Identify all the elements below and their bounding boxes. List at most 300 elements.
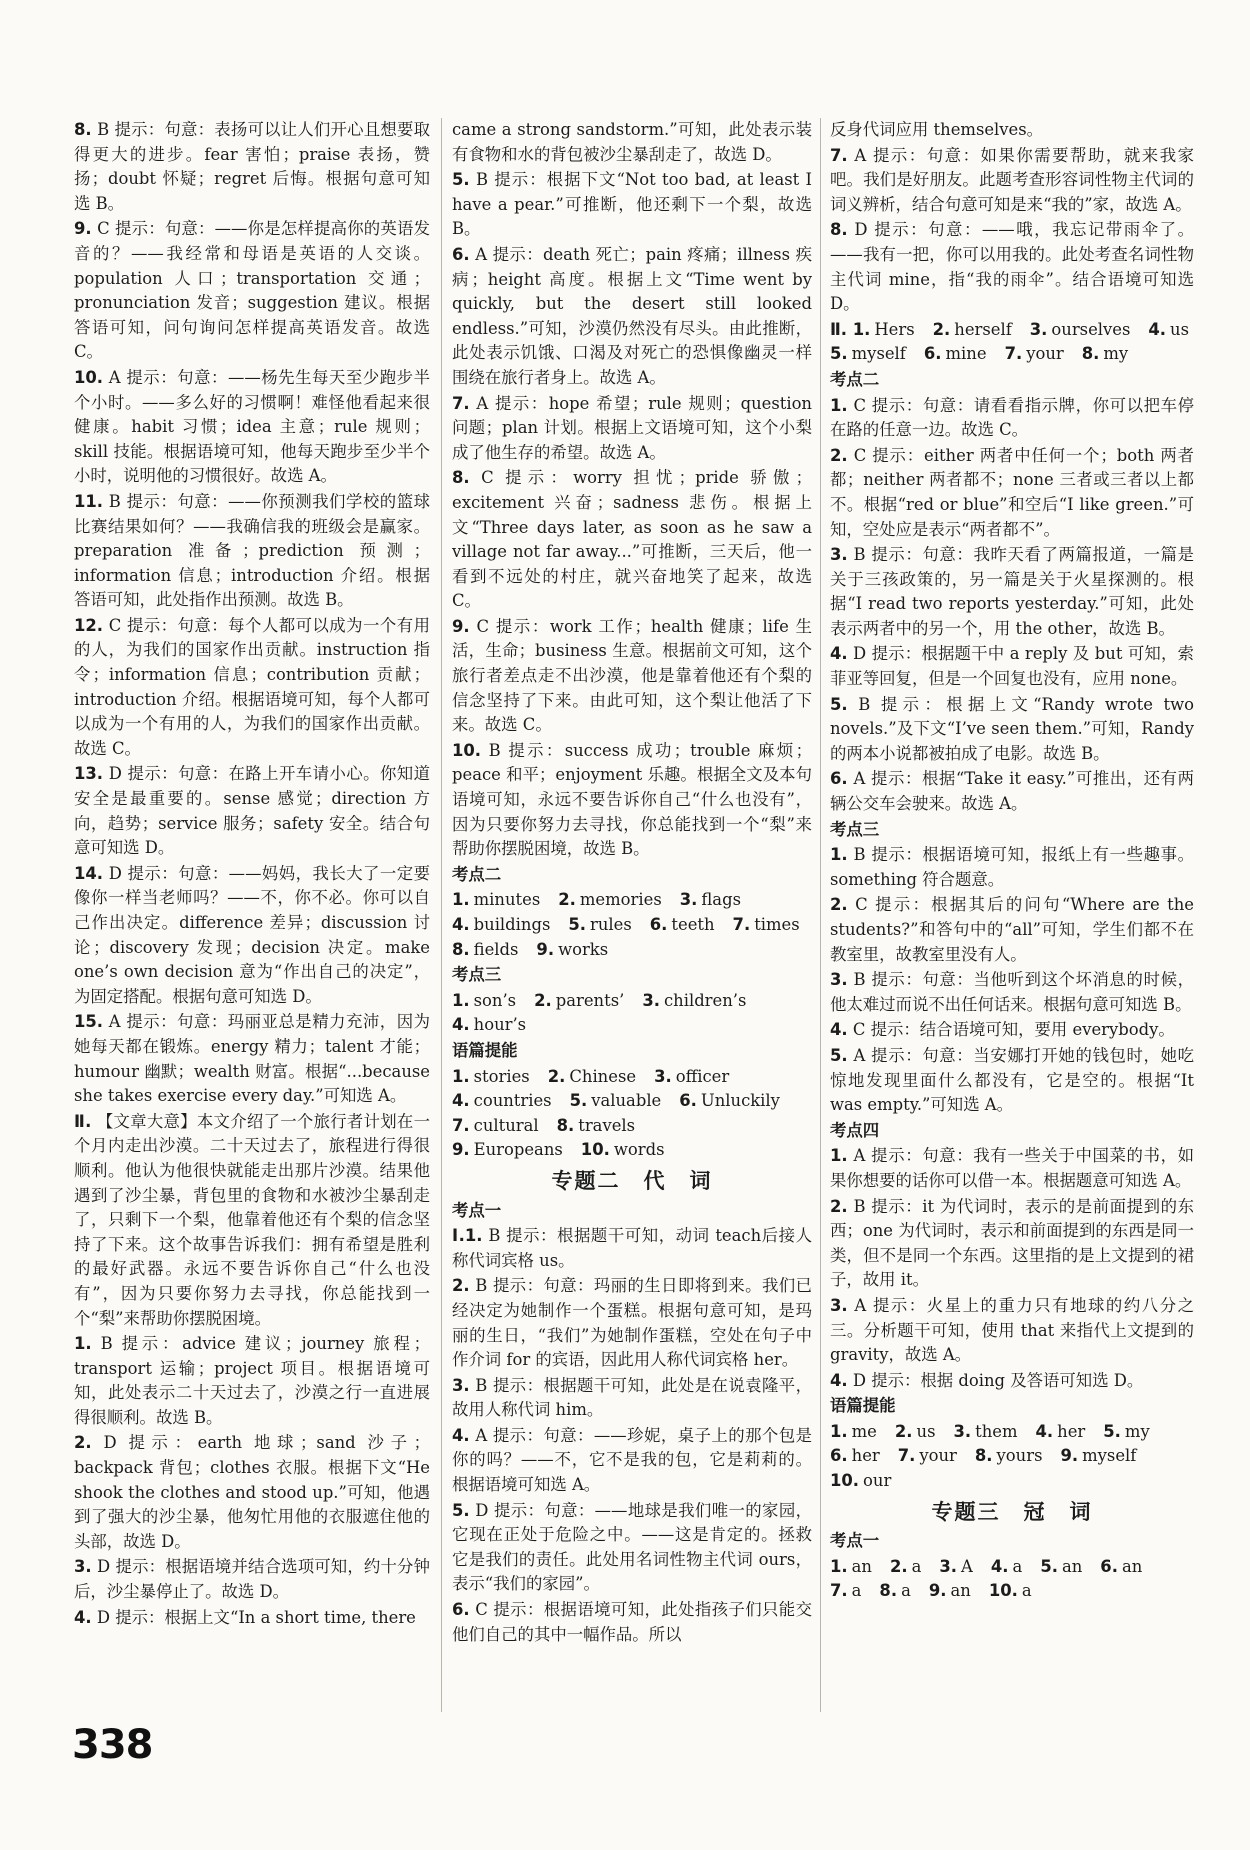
word-number: 10. <box>830 1471 860 1491</box>
item-number: 4. <box>830 644 848 664</box>
word-answer <box>452 888 540 913</box>
answer-item <box>830 144 1194 218</box>
word-text: her <box>1057 1421 1086 1441</box>
word-number: 7. <box>1004 344 1023 364</box>
word-answer <box>452 938 518 963</box>
word-text: my <box>1103 344 1129 364</box>
word-answer-row <box>830 1469 1194 1494</box>
answer-item <box>830 1294 1194 1368</box>
word-text: cultural <box>473 1115 539 1135</box>
item-text: C 提示：worry 担忧；pride 骄傲；excitement 兴奋；sadness 悲伤。根据上文“Three days later, as soon as he saw a village not far away...”可推断，三天后，他一看到不远处的村庄，就兴奋地笑了起来，故选 C。 <box>452 468 812 611</box>
item-text: B 提示：句意：玛丽的生日即将到来。我们已经决定为她制作一个蛋糕。根据句意可知，是玛丽的生日，“我们”为她制作蛋糕，空处在句子中作介词 for 的宾语，因此用人称代词宾格 her。 <box>452 1276 812 1370</box>
section-heading: 考点四 <box>830 1120 880 1140</box>
item-text: A 提示：death 死亡；pain 疼痛；illness 疾病；height 高度。根据上文“Time went by quickly, but the desert still looked endless.”可知，沙漠仍然没有尽头。由此推断，此处表示饥饿、口渴及对死亡的恐惧像幽灵一样围绕在旅行者身上。故选 A。 <box>452 244 812 387</box>
word-answer <box>1036 1420 1086 1445</box>
word-answer-row <box>830 1555 1194 1580</box>
word-answer <box>1060 1444 1136 1469</box>
item-number: 15. <box>74 1012 104 1032</box>
word-text: our <box>863 1471 892 1491</box>
word-number: 5. <box>568 915 587 934</box>
word-number: 4. <box>1148 319 1167 339</box>
item-number: 1. <box>830 395 848 415</box>
word-number: 5. <box>1103 1421 1121 1441</box>
word-number: 3. <box>953 1421 972 1441</box>
item-text: B 提示：句意：——你预测我们学校的篮球比赛结果如何？——我确信我的班级会是赢家。preparation 准备；prediction 预测；information 信息；introduction 介绍。根据答语可知，此处指作出预测。故选 B。 <box>74 491 430 610</box>
word-answer <box>830 1555 872 1580</box>
word-number: 6. <box>830 1446 848 1466</box>
word-answer <box>830 1579 861 1604</box>
item-number: 3. <box>830 970 848 990</box>
word-text: son’s <box>473 990 517 1010</box>
item-text: A 提示：根据“Take it easy.”可推出，还有两辆公交车会驶来。故选 A。 <box>830 769 1194 814</box>
answer-item <box>74 1555 430 1604</box>
word-text: fields <box>473 939 519 959</box>
word-answer-row <box>452 1013 812 1038</box>
word-number: 4. <box>1035 1421 1054 1441</box>
item-text: C 提示：根据语境可知，此处指孩子们只能交他们自己的其中一幅作品。所以 <box>452 1600 812 1644</box>
word-answer <box>1103 1420 1149 1445</box>
word-answer <box>830 1444 880 1469</box>
word-answer <box>452 1114 539 1139</box>
item-number: 9. <box>452 616 470 636</box>
item-text: D 提示：根据题干中 a reply 及 but 可知，索菲亚等回复，但是一个回复也没有，应用 none。 <box>830 644 1194 689</box>
item-text: B 提示：根据题干可知，此处是在说袁隆平，故用人称代词 him。 <box>452 1375 812 1420</box>
item-number: 7. <box>452 393 470 413</box>
item-number: 13. <box>74 764 104 784</box>
word-answer <box>830 1420 877 1445</box>
word-number: 5. <box>830 344 848 364</box>
word-answer-row <box>452 1138 812 1163</box>
word-text: Europeans <box>473 1140 563 1160</box>
word-answer <box>558 888 661 913</box>
column-middle <box>452 118 812 1718</box>
word-number: 3. <box>679 890 698 910</box>
answer-item <box>452 1598 812 1647</box>
item-text: 【文章大意】本文介绍了一个旅行者计划在一个月内走出沙漠。二十天过去了，旅程进行得很顺利。他认为他很快就能走出那片沙漠。结果他遇到了沙尘暴，背包里的食物和水被沙尘暴刮走了，只剩下一个梨，他靠着他还有个梨的信念坚持了下来。这个故事告诉我们：拥有希望是胜利的最好武器。永远不要告诉你自己“什么也没有”，因为只要你努力去寻找，你总能找到一个“梨”来帮助你摆脱困境。 <box>74 1111 430 1328</box>
word-text: children’s <box>663 990 747 1010</box>
item-number: 3. <box>74 1557 92 1577</box>
word-answer <box>954 1420 1018 1445</box>
column-divider <box>441 118 442 1712</box>
answer-item <box>830 767 1194 816</box>
item-text: A 提示：句意：我有一些关于中国菜的书，如果你想要的话你可以借一本。根据题意可知选 A。 <box>830 1146 1194 1190</box>
word-number: 9. <box>452 1140 470 1160</box>
item-number: Ⅰ.1. <box>452 1226 483 1246</box>
word-answer <box>679 1089 780 1114</box>
item-text: D 提示：句意：——哦，我忘记带雨伞了。——我有一把，你可以用我的。此处考查名词性物主代词 mine，指“我的雨伞”。结合语境可知选 D。 <box>830 220 1194 314</box>
word-answer <box>989 1579 1032 1604</box>
item-number: 12. <box>74 615 104 635</box>
word-answer <box>991 1555 1022 1580</box>
word-text: rules <box>590 915 632 934</box>
item-text: A 提示：句意：——珍妮，桌子上的那个包是你的吗？——不，它不是我的包，它是莉莉的。根据语境可知选 A。 <box>452 1425 812 1495</box>
word-number: 6. <box>679 1091 697 1111</box>
item-number: 4. <box>74 1607 92 1627</box>
word-answer <box>654 1065 729 1090</box>
word-number: 1. <box>452 890 470 910</box>
answer-item <box>452 118 812 167</box>
word-text: a <box>911 1556 922 1576</box>
item-number: 10. <box>452 740 482 760</box>
answer-item <box>74 1332 430 1430</box>
page-number: 338 <box>72 1722 153 1768</box>
answer-item <box>452 739 812 862</box>
word-answer-row <box>452 1114 812 1139</box>
answer-item <box>74 762 430 860</box>
answer-item <box>74 118 430 216</box>
word-text: your <box>1026 344 1064 364</box>
item-text: A 提示：hope 希望；rule 规则；question 问题；plan 计划。根据上文语境可知，这个小梨成了他生存的希望。故选 A。 <box>452 393 812 462</box>
item-text: A 提示：句意：——杨先生每天至少跑步半个小时。——多么好的习惯啊！难怪他看起来很健康。habit 习惯；idea 主意；rule 规则；skill 技能。根据语境可知，他每天跑步至少半个小时，说明他的习惯很好。故选 A。 <box>74 367 430 486</box>
item-text: D 提示：根据上文“In a short time, there <box>96 1607 416 1627</box>
word-answer <box>570 1089 662 1114</box>
item-text: B 提示：句意：当他听到这个坏消息的时候，他太难过而说不出任何话来。根据句意可知选 B。 <box>830 970 1194 1014</box>
word-text: a <box>1021 1581 1032 1601</box>
word-number: 4. <box>990 1556 1009 1576</box>
item-number: 1. <box>830 845 848 865</box>
answer-item <box>830 1018 1194 1043</box>
word-text: myself <box>1082 1446 1137 1466</box>
item-number: 1. <box>830 1146 848 1166</box>
item-text: A 提示：句意：如果你需要帮助，就来我家吧。我们是好朋友。此题考查形容词性物主代词的词义辨析，结合句意可知是来“我的”家，故选 A。 <box>830 145 1194 214</box>
word-number: 1. <box>830 1421 848 1441</box>
word-number: 6. <box>649 915 668 934</box>
word-number: 5. <box>569 1091 588 1111</box>
word-number: 8. <box>974 1446 993 1466</box>
word-text: valuable <box>591 1091 662 1111</box>
word-answer <box>680 888 741 913</box>
answer-item <box>830 1369 1194 1394</box>
answer-item <box>452 1374 812 1423</box>
word-number: 4. <box>452 915 470 934</box>
item-number: 2. <box>452 1276 470 1296</box>
item-text: D 提示：句意：——妈妈，我长大了一定要像你一样当老师吗？——不，你不必。你可以自己作出决定。difference 差异；discussion 讨论；discovery 发现；decision 决定。make one’s own decision 意为“作出自己的决定”，为固定搭配。根据句意可知选 D。 <box>74 863 430 1006</box>
word-text: herself <box>954 319 1012 339</box>
word-text: Chinese <box>569 1066 637 1086</box>
answer-item <box>830 1144 1194 1193</box>
word-text: mine <box>945 344 987 364</box>
section-heading: 考点一 <box>830 1531 880 1551</box>
word-answer <box>1030 318 1131 343</box>
word-text: her <box>851 1446 880 1466</box>
item-text: D 提示：根据 doing 及答语可知选 D。 <box>852 1370 1144 1390</box>
item-text: C 提示：句意：每个人都可以成为一个有用的人，为我们的国家作出贡献。instruction 指令；information 信息；contribution 贡献；introduction 介绍。根据语境可知，每个人都可以成为一个有用的人，为我们的国家作出贡献。故选 C。 <box>74 615 430 758</box>
answer-item <box>452 1424 812 1498</box>
item-text: came a strong sandstorm.”可知，此处表示装有食物和水的背包被沙尘暴刮走了，故选 D。 <box>452 120 812 164</box>
item-number: 3. <box>830 1295 848 1315</box>
word-answer <box>830 1469 891 1494</box>
word-text: parents’ <box>555 990 625 1010</box>
section-heading: 考点二 <box>452 864 502 884</box>
section-heading: 考点三 <box>452 965 502 985</box>
section-heading: 语篇提能 <box>830 1396 896 1416</box>
item-number: 8. <box>452 468 470 488</box>
item-text: 反身代词应用 themselves。 <box>830 120 1044 139</box>
word-text: an <box>950 1581 971 1601</box>
column-divider <box>820 118 821 1712</box>
item-text: D 提示：根据语境并结合选项可知，约十分钟后，沙尘暴停止了。故选 D。 <box>74 1557 430 1602</box>
item-text: A 提示：句意：玛丽亚总是精力充沛，因为她每天都在锻炼。energy 精力；talent 才能；humour 幽默；wealth 财富。根据“...because she takes exercise every day.”可知选 A。 <box>74 1012 430 1106</box>
word-number: 2. <box>932 319 951 339</box>
answer-item <box>74 1010 430 1108</box>
item-number: 14. <box>74 863 104 883</box>
word-text: buildings <box>473 915 551 934</box>
answer-item <box>830 444 1194 542</box>
answer-item <box>74 1431 430 1554</box>
answer-item <box>830 642 1194 691</box>
word-text: teeth <box>671 915 715 934</box>
word-answer <box>975 1444 1043 1469</box>
word-answer <box>1005 342 1064 367</box>
item-text: D 提示：句意：——地球是我们唯一的家园，它现在正处于危险之中。——这是肯定的。拯救它是我们的责任。此处用名词性物主代词 ours，表示“我们的家园”。 <box>452 1500 812 1594</box>
word-text: travels <box>578 1115 636 1135</box>
word-answer <box>1148 318 1189 343</box>
word-number: 2. <box>558 890 576 910</box>
item-text: B 提示：根据下文“Not too bad, at least I have a pear.”可推断，他还剩下一个梨，故选 B。 <box>452 170 812 239</box>
item-text: C 提示：work 工作；health 健康；life 生活，生命；business 生意。根据前文可知，这个旅行者差点走不出沙漠，他是靠着他还有个梨的信念坚持了下来。由此可知，这个梨让他活了下来。故选 C。 <box>452 616 812 735</box>
item-text: B 提示：根据上文“Randy wrote two novels.”及下文“I’ve seen them.”可知，Randy 的两本小说都被拍成了电影。故选 B。 <box>830 694 1194 763</box>
item-number: 2. <box>74 1433 92 1453</box>
item-number: 10. <box>74 367 104 387</box>
word-answer <box>895 1420 936 1445</box>
item-number: 5. <box>830 1045 848 1065</box>
item-number: 6. <box>452 244 470 264</box>
answer-item <box>830 968 1194 1017</box>
item-number: 2. <box>830 895 848 915</box>
word-answer <box>452 1013 526 1038</box>
answer-item <box>74 1606 430 1631</box>
word-answer-row <box>830 1579 1194 1604</box>
word-number: 3. <box>654 1066 672 1086</box>
item-number: 4. <box>452 1425 470 1445</box>
answer-item <box>452 1499 812 1597</box>
item-text: B 提示：句意：表扬可以让人们开心且想要取得更大的进步。fear 害怕；praise 表扬，赞扬；doubt 怀疑；regret 后悔。根据句意可知选 B。 <box>74 120 430 213</box>
word-answer <box>536 938 608 963</box>
word-answer <box>568 913 631 938</box>
word-number: 6. <box>1100 1556 1118 1576</box>
item-text: B 提示：根据语境可知，报纸上有一些趣事。something 符合题意。 <box>830 845 1194 889</box>
word-number: 7. <box>452 1115 470 1135</box>
word-number: 3. <box>1029 319 1048 339</box>
word-answer <box>1040 1555 1082 1580</box>
answer-item <box>452 615 812 738</box>
word-answer-row <box>452 888 812 913</box>
item-text: B 提示：it 为代词时，表示的是前面提到的东西；one 为代词时，表示和前面提到的东西是同一类，但不是同一个东西。这里指的是上文提到的裙子，故用 it。 <box>830 1196 1194 1290</box>
item-text: B 提示：句意：我昨天看了两篇报道，一篇是关于三孩政策的，另一篇是关于火星探测的。根据“I read two reports yesterday.”可知，此处表示两者中的另一个，用 the other，故选 B。 <box>830 545 1194 638</box>
word-text: them <box>975 1421 1018 1441</box>
word-answer <box>452 989 516 1014</box>
item-number: 1. <box>74 1334 92 1354</box>
answer-item <box>830 1044 1194 1118</box>
answer-item <box>452 1274 812 1372</box>
word-number: 5. <box>1040 1556 1058 1576</box>
answer-item <box>452 392 812 466</box>
answer-item <box>452 466 812 614</box>
word-text: me <box>851 1421 877 1441</box>
word-number: 4. <box>452 1091 470 1111</box>
answer-item <box>452 243 812 391</box>
item-text: B 提示：advice 建议；journey 旅程；transport 运输；project 项目。根据语境可知，此处表示二十天过去了，沙漠之行一直进展得很顺利。故选 B。 <box>74 1334 430 1427</box>
item-number: 2. <box>830 445 848 465</box>
word-number: 9. <box>928 1581 947 1601</box>
word-answer-row <box>830 1420 1194 1445</box>
word-number: 10. <box>580 1140 610 1160</box>
word-answer <box>1100 1555 1142 1580</box>
word-answer-row <box>830 318 1194 343</box>
topic-title: 专题二 代 词 <box>551 1168 713 1193</box>
item-text: B 提示：根据题干可知，动词 teach后接人称代词宾格 us。 <box>452 1226 812 1270</box>
answer-item <box>830 843 1194 892</box>
item-number: 8. <box>74 120 92 139</box>
word-answer <box>939 1555 972 1580</box>
word-text: an <box>1061 1556 1083 1576</box>
item-number: 6. <box>452 1600 470 1620</box>
column-left <box>74 118 430 1718</box>
word-text: a <box>851 1581 862 1601</box>
word-answer <box>452 913 550 938</box>
word-answer <box>452 1065 530 1090</box>
word-answer <box>933 318 1012 343</box>
word-answer <box>830 342 906 367</box>
item-number: 5. <box>452 1500 470 1520</box>
word-text: flags <box>701 890 741 910</box>
item-number: 4. <box>830 1370 848 1390</box>
item-number: 6. <box>830 769 848 789</box>
word-number: 7. <box>732 915 751 934</box>
word-answer <box>642 989 746 1014</box>
item-number: 3. <box>452 1375 470 1395</box>
word-text: memories <box>579 890 662 910</box>
word-answer <box>452 1138 563 1163</box>
word-answer <box>733 913 800 938</box>
word-text: Hers <box>874 319 915 339</box>
item-text: D 提示：句意：在路上开车请小心。你知道安全是最重要的。sense 感觉；direction 方向，趋势；service 服务；safety 安全。结合句意可知选 D。 <box>74 764 430 858</box>
word-answer <box>879 1579 910 1604</box>
item-number: Ⅱ. <box>74 1111 92 1131</box>
word-answer <box>581 1138 665 1163</box>
answer-item <box>74 1110 430 1331</box>
item-number: 7. <box>830 145 848 165</box>
word-text: a <box>1012 1556 1023 1576</box>
answer-item <box>830 693 1194 767</box>
word-number: 1. <box>830 1556 848 1576</box>
section-heading: 考点一 <box>452 1200 502 1220</box>
word-text: us <box>1170 319 1190 339</box>
word-text: Unluckily <box>700 1091 780 1111</box>
item-number: 3. <box>830 545 848 565</box>
item-number: 11. <box>74 491 104 511</box>
item-number: 2. <box>830 1196 848 1216</box>
word-number: 2. <box>894 1421 913 1441</box>
section-heading: 考点三 <box>830 819 880 839</box>
word-answer-row <box>452 1065 812 1090</box>
item-text: C 提示：either 两者中任何一个；both 两者都；neither 两者都不；none 三者或三者以上都不。根据“red or blue”和空后“I like green.”可知，空处应是表示“两者都不”。 <box>830 445 1194 539</box>
word-text: an <box>851 1556 872 1576</box>
section-heading: 语篇提能 <box>452 1040 518 1060</box>
word-text: times <box>754 915 800 934</box>
item-number: 9. <box>74 219 92 239</box>
word-text: a <box>901 1581 911 1601</box>
word-text: works <box>558 939 609 959</box>
item-text: A 提示：火星上的重力只有地球的约八分之三。分析题干可知，使用 that 来指代上文提到的 gravity，故选 A。 <box>830 1295 1194 1365</box>
word-number: 1. <box>452 1066 470 1086</box>
word-number: 7. <box>830 1581 848 1601</box>
answer-item <box>74 614 430 762</box>
item-text: B 提示：success 成功；trouble 麻烦；peace 和平；enjoyment 乐趣。根据全文及本句语境可知，永远不要告诉你自己“什么也没有”，因为只要你努力去寻找，你总能找到一个“梨”来帮助你摆脱困境，故选 B。 <box>452 740 812 859</box>
item-text: D 提示：earth 地球；sand 沙子；backpack 背包；clothes 衣服。根据下文“He shook the clothes and stood up.”可知，他遇到了强大的沙尘暴，他匆忙用他的衣服遮住他的头部，故选 D。 <box>74 1433 430 1551</box>
word-answer-row <box>452 1089 812 1114</box>
answer-item <box>452 1224 812 1273</box>
item-number: 8. <box>830 220 848 240</box>
word-text: yours <box>996 1446 1043 1466</box>
word-answer <box>924 342 987 367</box>
word-answer <box>929 1579 971 1604</box>
word-text: stories <box>473 1066 530 1086</box>
word-answer <box>890 1555 921 1580</box>
word-answer <box>452 1089 552 1114</box>
word-number: 6. <box>923 344 942 364</box>
answer-item <box>830 893 1194 967</box>
item-text: C 提示：句意：——你是怎样提高你的英语发音的？——我经常和母语是英语的人交谈。population 人口；transportation 交通；pronunciation 发音；suggestion 建议。根据答语可知，问句询问怎样提高英语发音。故选 C。 <box>74 219 430 362</box>
word-answer-row <box>452 989 812 1014</box>
item-text: A 提示：句意：当安娜打开她的钱包时，她吃惊地发现里面什么都没有，它是空的。根据“It was empty.”可知选 A。 <box>830 1045 1194 1115</box>
answer-item <box>830 218 1194 316</box>
word-answer <box>650 913 715 938</box>
word-text: my <box>1124 1421 1150 1441</box>
word-text: an <box>1121 1556 1143 1576</box>
word-text: officer <box>675 1066 730 1086</box>
word-number: 9. <box>1060 1446 1079 1466</box>
answer-item <box>74 217 430 365</box>
word-number: 7. <box>897 1446 916 1466</box>
section-heading: 考点二 <box>830 369 880 389</box>
word-answer <box>898 1444 957 1469</box>
answer-item <box>74 862 430 1010</box>
word-number: Ⅱ. 1. <box>830 319 871 339</box>
answer-item <box>830 118 1194 143</box>
word-number: 8. <box>879 1581 898 1601</box>
word-answer-row <box>830 342 1194 367</box>
word-number: 4. <box>452 1015 470 1035</box>
word-number: 8. <box>452 939 470 959</box>
word-answer-row <box>830 1444 1194 1469</box>
word-number: 10. <box>988 1581 1018 1601</box>
word-number: 2. <box>547 1066 566 1086</box>
item-number: 5. <box>830 694 848 714</box>
word-text: countries <box>473 1091 552 1111</box>
answer-item <box>74 366 430 489</box>
word-text: words <box>613 1140 665 1160</box>
word-number: 8. <box>1081 344 1100 364</box>
word-answer-row <box>452 913 812 938</box>
word-answer <box>548 1065 636 1090</box>
word-text: minutes <box>473 890 541 910</box>
topic-title: 专题三 冠 词 <box>931 1499 1093 1524</box>
word-answer <box>1082 342 1128 367</box>
word-number: 9. <box>536 939 555 959</box>
word-number: 8. <box>556 1115 575 1135</box>
answer-item <box>830 394 1194 443</box>
item-text: C 提示：根据其后的问句“Where are the students?”和答句中的“all”可知，学生们都不在教室里，故教室里没有人。 <box>830 895 1194 964</box>
word-answer <box>557 1114 635 1139</box>
item-text: C 提示：结合语境可知，要用 everybody。 <box>852 1020 1175 1040</box>
word-number: 2. <box>534 990 552 1010</box>
word-text: ourselves <box>1051 319 1131 339</box>
item-number: 5. <box>452 170 470 190</box>
word-answer <box>830 318 915 343</box>
column-right <box>830 118 1194 1638</box>
word-number: 2. <box>889 1556 908 1576</box>
